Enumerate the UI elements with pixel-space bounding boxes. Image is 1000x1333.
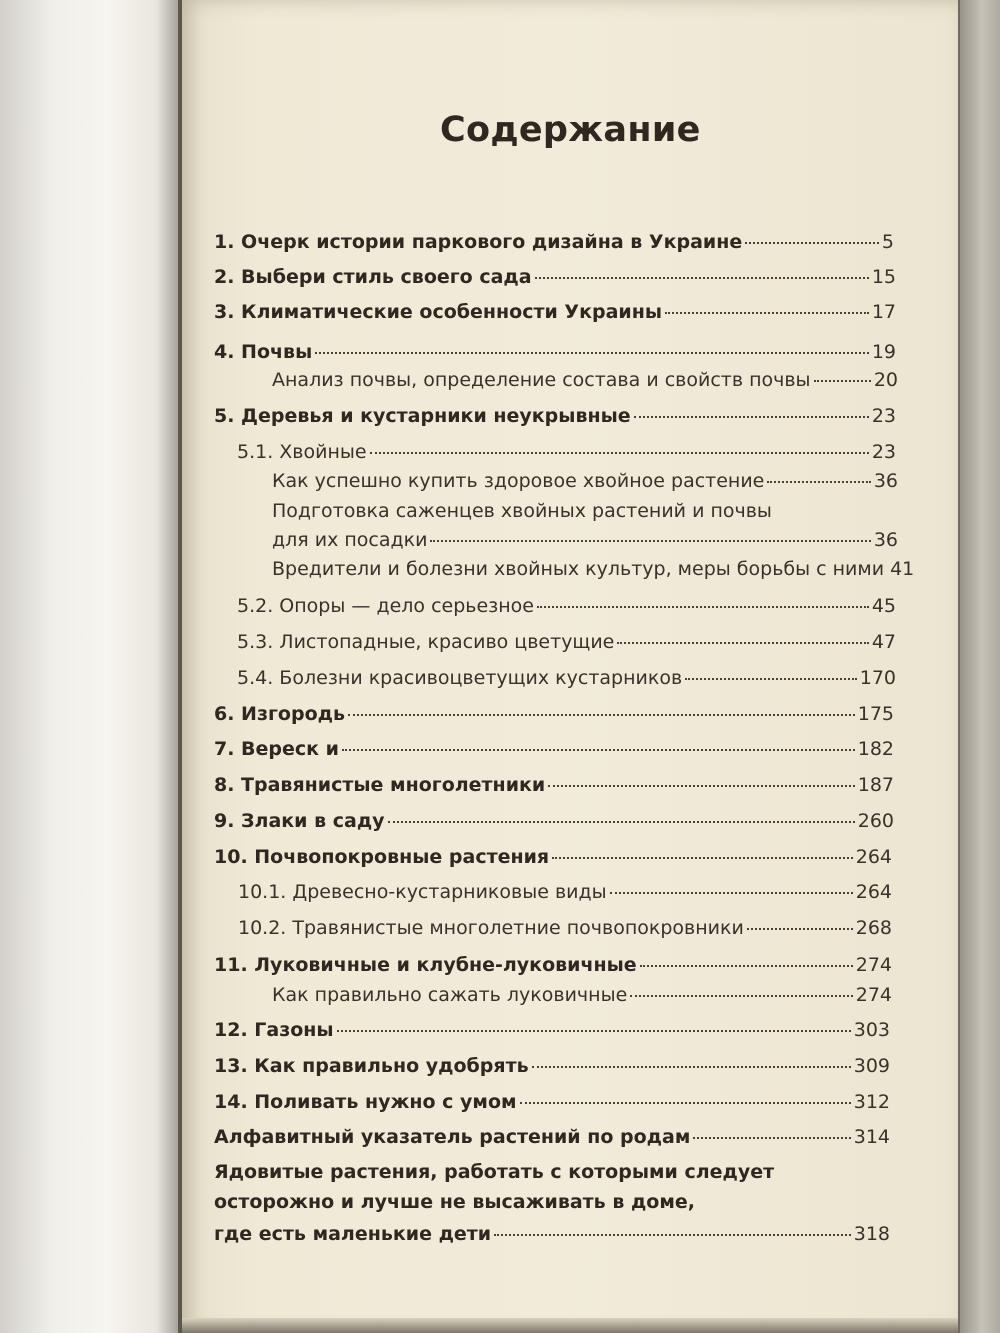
toc-entry-5-1 — [237, 440, 896, 464]
dot-leader — [315, 352, 869, 354]
toc-page-number: 41 — [890, 558, 915, 580]
toc-page-number: 309 — [853, 1055, 890, 1077]
toc-entry-11 — [214, 953, 892, 977]
toc-page-number: 187 — [857, 774, 894, 796]
toc-entry-5-1-a — [272, 469, 898, 493]
toc-entry-title: где есть маленькие дети — [214, 1223, 492, 1245]
toc-entry-title: 5.4. Болезни красивоцветущих кустарников — [237, 667, 683, 689]
toc-page-number: 36 — [873, 470, 898, 492]
toc-page-number: 47 — [871, 631, 896, 653]
toc-page-number: 45 — [871, 595, 896, 617]
toc-entry-title: 10.1. Древесно-кустарниковые виды — [238, 881, 607, 903]
dot-leader — [342, 749, 855, 751]
toc-entry-title: 14. Поливать нужно с умом — [214, 1091, 517, 1113]
toc-entry-1 — [214, 230, 894, 254]
toc-entry-title: Как успешно купить здоровое хвойное растение — [272, 470, 765, 492]
toc-entry-title: Как правильно сажать луковичные — [272, 984, 628, 1006]
toc-page-number: 17 — [871, 301, 896, 323]
toc-page-number: 314 — [853, 1126, 890, 1148]
toc-entry-title: 7. Вереск и — [214, 738, 339, 760]
toc-entry-title: 10. Почвопокровные растения — [214, 846, 550, 868]
toc-entry-title: 11. Луковичные и клубне-луковичные — [214, 954, 637, 976]
dot-leader — [630, 995, 852, 997]
dot-leader — [535, 277, 869, 279]
toc-entry-title: Анализ почвы, определение состава и свойств почвы — [272, 369, 811, 391]
toc-entry-4 — [214, 340, 896, 364]
toc-entry-title: 12. Газоны — [214, 1019, 334, 1041]
toc-entry-3 — [214, 300, 896, 324]
dot-leader — [634, 416, 869, 418]
toc-entry-13 — [214, 1054, 890, 1078]
dot-leader — [747, 928, 853, 930]
toc-entry-title: 5.2. Опоры — дело серьезное — [237, 595, 534, 617]
toc-entry-5-4 — [237, 666, 896, 690]
toc-entry-title: 1. Очерк истории паркового дизайна в Украине — [214, 231, 743, 253]
toc-page-number: 312 — [853, 1091, 890, 1113]
toc-entry-title: 5. Деревья и кустарники неукрывные — [214, 405, 631, 427]
toc-entry-11-sub — [272, 983, 892, 1007]
toc-entry-title: 6. Изгородь — [214, 703, 345, 725]
dot-leader — [640, 965, 853, 967]
toc-entry-5-2 — [237, 594, 896, 618]
toc-entry-10-1 — [238, 880, 892, 904]
dot-leader — [617, 642, 868, 644]
dot-leader — [537, 606, 869, 608]
toc-entry-6 — [214, 702, 894, 726]
dot-leader — [814, 380, 871, 382]
dot-leader — [337, 1030, 851, 1032]
toc-entry-2 — [214, 265, 896, 289]
toc-entry-line: Подготовка саженцев хвойных растений и почвы — [272, 500, 772, 522]
toc-entry-title: 5.1. Хвойные — [237, 441, 367, 463]
toc-entry-title: 2. Выбери стиль своего сада — [214, 266, 532, 288]
toc-entry-7 — [214, 737, 894, 761]
dot-leader — [532, 1066, 851, 1068]
dot-leader — [693, 1137, 850, 1139]
dot-leader — [610, 892, 853, 894]
toc-page-number: 268 — [855, 917, 892, 939]
toc-page-number: 23 — [871, 405, 896, 427]
toc-entry-9 — [214, 809, 894, 833]
toc-page-number: 19 — [871, 341, 896, 363]
toc-entry-title: Алфавитный указатель растений по родам — [214, 1126, 691, 1148]
toc-page-number: 23 — [871, 441, 896, 463]
dot-leader — [552, 857, 853, 859]
toc-page-number: 170 — [859, 667, 896, 689]
toc-entry-8 — [214, 773, 894, 797]
toc-entry-line: Ядовитые растения, работать с которыми следует — [214, 1161, 775, 1183]
toc-page-number: 274 — [855, 984, 892, 1006]
dot-leader — [745, 242, 879, 244]
dot-leader — [370, 452, 869, 454]
toc-entry-5 — [214, 404, 896, 428]
dot-leader — [520, 1102, 851, 1104]
page-title: Содержание — [440, 110, 701, 150]
toc-page-number: 5 — [881, 231, 894, 253]
toc-page-number: 175 — [857, 703, 894, 725]
toc-page-number: 182 — [857, 738, 894, 760]
toc-entry-5-1-b — [272, 528, 898, 552]
toc-entry-title: для их посадки — [272, 529, 428, 551]
dot-leader — [767, 481, 870, 483]
toc-entry-title: 8. Травянистые многолетники — [214, 774, 546, 796]
toc-page-number: 15 — [871, 266, 896, 288]
toc-entry-poisonous — [214, 1222, 890, 1246]
dot-leader — [430, 540, 870, 542]
toc-entry-title: 10.2. Травянистые многолетние почвопокровники — [238, 917, 744, 939]
toc-entry-5-1-c — [272, 557, 915, 581]
dot-leader — [685, 678, 857, 680]
toc-entry-title: 9. Злаки в саду — [214, 810, 385, 832]
dot-leader — [388, 821, 855, 823]
dot-leader — [494, 1234, 851, 1236]
toc-entry-line: осторожно и лучше не высаживать в доме, — [214, 1191, 695, 1213]
toc-page-number: 36 — [873, 529, 898, 551]
toc-page-number: 303 — [853, 1019, 890, 1041]
toc-entry-title: 3. Климатические особенности Украины — [214, 301, 663, 323]
toc-page-number: 260 — [857, 810, 894, 832]
toc-page-number: 264 — [855, 881, 892, 903]
toc-entry-10 — [214, 845, 892, 869]
toc-entry-5-3 — [237, 630, 896, 654]
toc-entry-index — [214, 1125, 890, 1149]
toc-entry-title: 5.3. Листопадные, красиво цветущие — [237, 631, 615, 653]
toc-entry-14 — [214, 1090, 890, 1114]
toc-entry-4-sub — [272, 368, 898, 392]
toc-page-number: 318 — [853, 1223, 890, 1245]
toc-entry-12 — [214, 1018, 890, 1042]
toc-entry-title: 4. Почвы — [214, 341, 313, 363]
dot-leader — [548, 785, 855, 787]
toc-page-number: 264 — [855, 846, 892, 868]
dot-leader — [348, 714, 855, 716]
toc-page-number: 20 — [873, 369, 898, 391]
toc-page-number: 274 — [855, 954, 892, 976]
toc-entry-title: 13. Как правильно удобрять — [214, 1055, 529, 1077]
toc-entry-title: Вредители и болезни хвойных культур, меры борьбы с ними — [272, 558, 885, 580]
dot-leader — [665, 312, 869, 314]
toc-entry-10-2 — [238, 916, 892, 940]
